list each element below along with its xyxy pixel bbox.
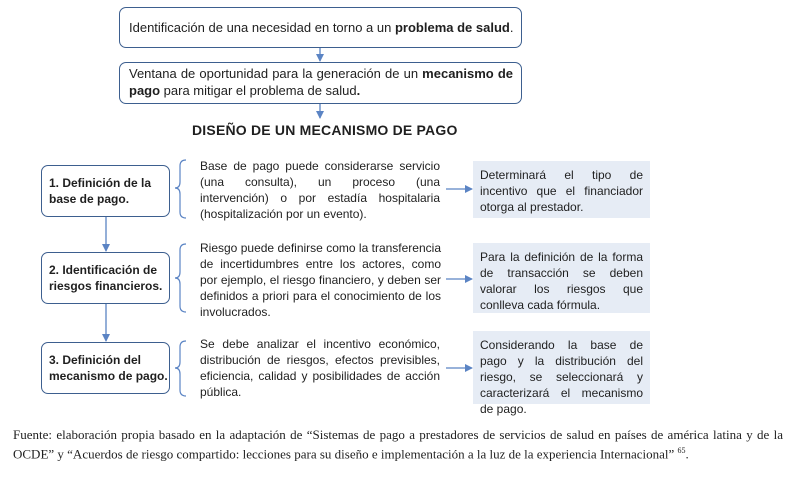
step-3-description: Se debe analizar el incentivo económico, distribución de riesgos, efectos previsibles, eficiencia, calidad y posibilidades de acción pública. [200, 337, 440, 399]
opportunity-text-end: . [356, 83, 361, 98]
opportunity-window-box [119, 62, 522, 104]
source-caption [13, 427, 783, 462]
step-1-description: Base de pago puede considerarse servicio (una consulta), un proceso (una intervención) o por estadía hospitalaria (hospitalización por un evento). [200, 159, 440, 221]
source-footnote-ref: 65 [677, 446, 686, 455]
step-3-box: 3. Definición del mecanismo de pago. [41, 342, 170, 394]
step-2-description: Riesgo puede definirse como la transferencia de incertidumbres entre los actores, como por ejemplo, el riesgo financiero, y deben ser definidos a priori para el conocimiento de los involucrados. [200, 241, 441, 319]
opportunity-text-middle: para mitigar el problema de salud [160, 83, 357, 98]
brace-step2 [175, 244, 186, 312]
opportunity-text: Ventana de oportunidad para la generación de un [129, 66, 423, 81]
brace-step1 [175, 160, 186, 218]
step-3-note: Considerando la base de pago y la distribución del riesgo, se seleccionará y caracterizará el mecanismo de pago. [473, 331, 650, 404]
need-text-bold: problema de salud [394, 20, 510, 35]
need-text-end: . [509, 20, 514, 35]
source-text: Fuente: elaboración propia basado en la adaptación de “Sistemas de pago a prestadores de servicios de salud en países de américa latina y de la OCDE” y “Acuerdos de riesgo compartido: lecciones para su diseño e implementación a la luz de la experiencia Internacional” [13, 427, 783, 462]
step-1-note: Determinará el tipo de incentivo que el financiador otorga al prestador. [473, 161, 650, 218]
section-title: DISEÑO DE UN MECANISMO DE PAGO [192, 122, 458, 138]
opportunity-text-bold: mecanismo de pago [129, 66, 513, 98]
brace-step3 [175, 341, 186, 396]
step-2-box: 2. Identificación de riesgos financieros. [41, 252, 170, 304]
source-end: . [685, 446, 689, 462]
step-1-box: 1. Definición de la base de pago. [41, 165, 170, 217]
need-identification-box [119, 7, 522, 48]
step-2-note: Para la definición de la forma de transacción se deben valorar los riesgos que conlleva cada fórmula. [473, 243, 650, 313]
need-text: Identificación de una necesidad en torno a un [129, 20, 395, 35]
